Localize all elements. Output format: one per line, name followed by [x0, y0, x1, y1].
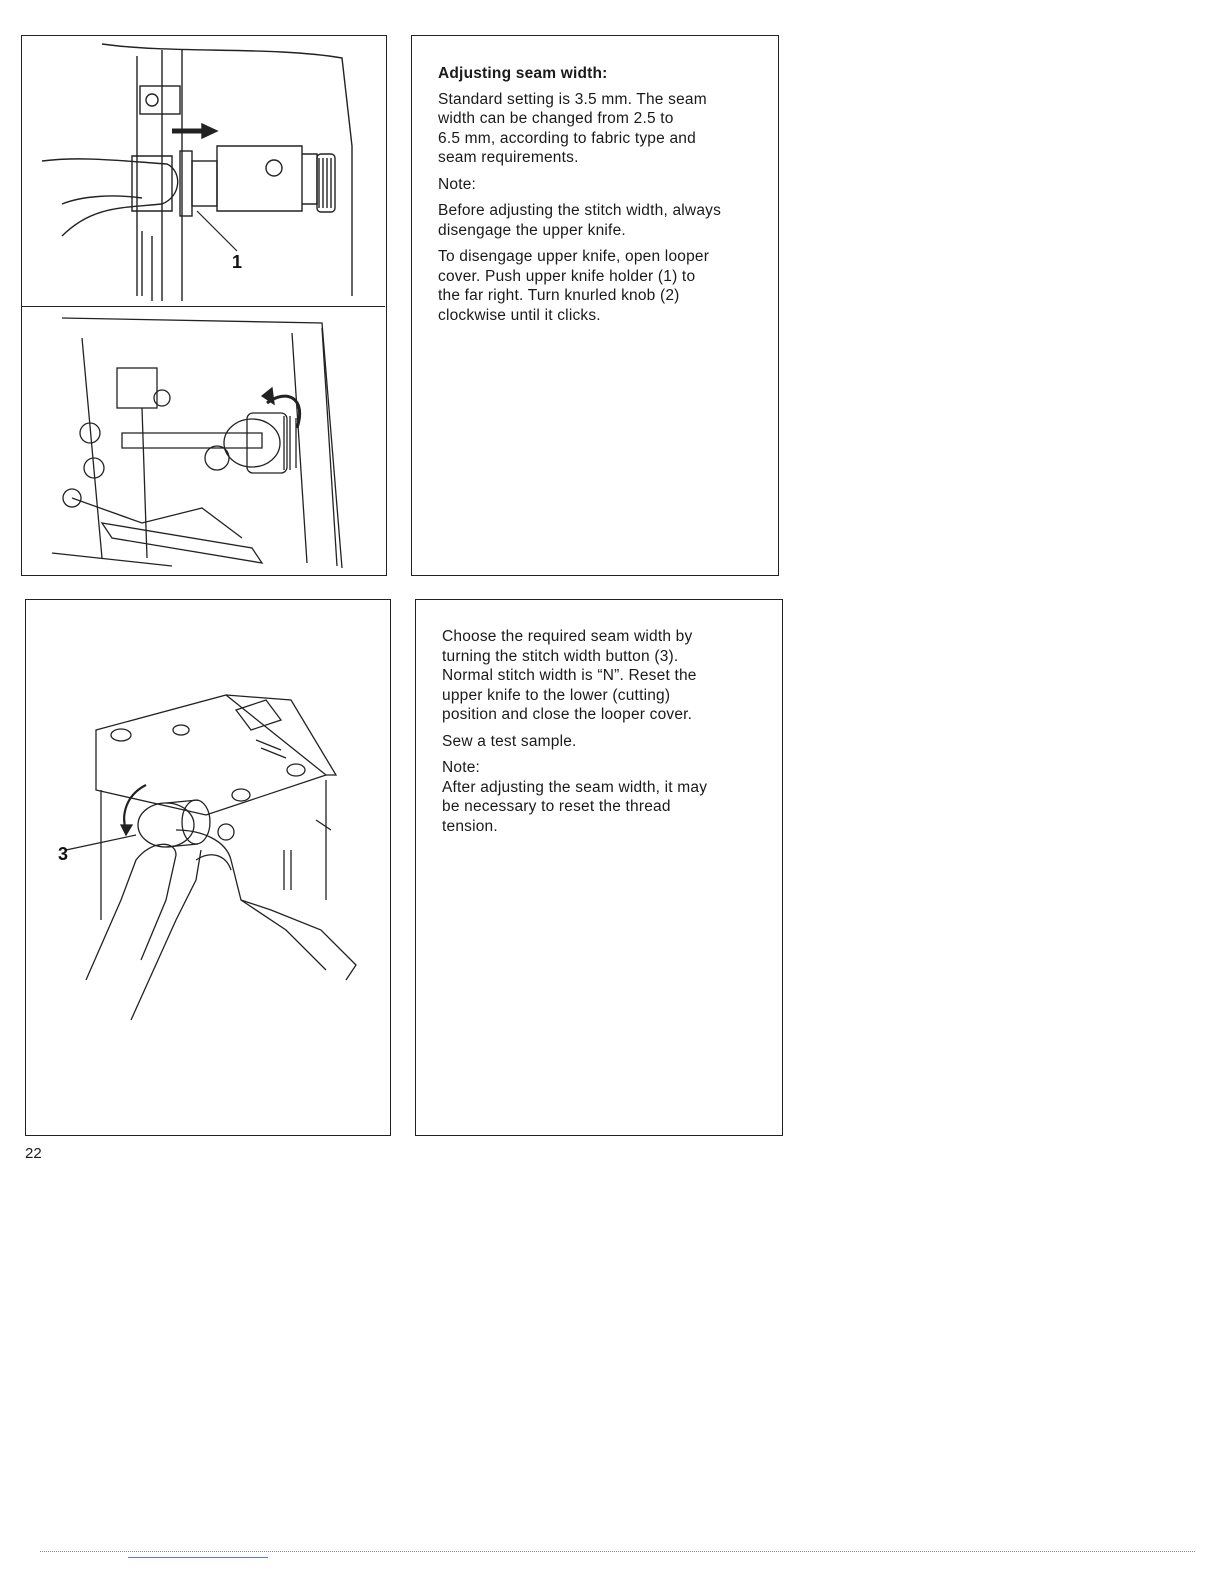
- figure-panel-bottom: [25, 599, 391, 1136]
- footer-link-line: [128, 1557, 268, 1558]
- stitch-width-button-illustration: [26, 600, 389, 1134]
- figure-knurled-knob: [22, 308, 385, 575]
- callout-1: 1: [232, 252, 243, 272]
- figure-stitch-width-button: [26, 600, 389, 1134]
- text-panel-bottom: [415, 599, 783, 1136]
- paragraph-disengage-steps: To disengage upper knife, open looper cover. Push upper knife holder (1) to the far right. Turn knurled knob (2) clockwise until it clicks.: [438, 248, 710, 324]
- paragraph-test-sample: Sew a test sample.: [442, 732, 577, 750]
- figure-panel-top: [21, 35, 387, 576]
- paragraph-standard-setting: Standard setting is 3.5 mm. The seam width can be changed from 2.5 to 6.5 mm, according to fabric type and seam requirements.: [438, 90, 707, 166]
- paragraph-note-thread-tension: Note: After adjusting the seam width, it may be necessary to reset the thread tension.: [442, 759, 708, 835]
- paragraph-note-label: Note:: [438, 175, 477, 193]
- paragraph-choose-width: Choose the required seam width by turning the stitch width button (3). Normal stitch width is “N”. Reset the upper knife to the lower (cutting) position and close the looper cover.: [442, 628, 697, 723]
- footer-rule: [40, 1551, 1195, 1552]
- paragraph-disengage-knife: Before adjusting the stitch width, always disengage the upper knife.: [438, 202, 722, 239]
- knurled-knob-illustration: [22, 308, 385, 575]
- callout-3: 3: [58, 844, 69, 864]
- page-number: 22: [25, 1145, 42, 1162]
- adjusting-seam-width-text: [438, 64, 768, 332]
- figure-upper-knife-holder: [22, 36, 385, 306]
- section-heading: Adjusting seam width:: [438, 65, 608, 82]
- text-panel-top: [411, 35, 779, 576]
- upper-knife-holder-illustration: [22, 36, 385, 306]
- choose-seam-width-text: [442, 627, 772, 843]
